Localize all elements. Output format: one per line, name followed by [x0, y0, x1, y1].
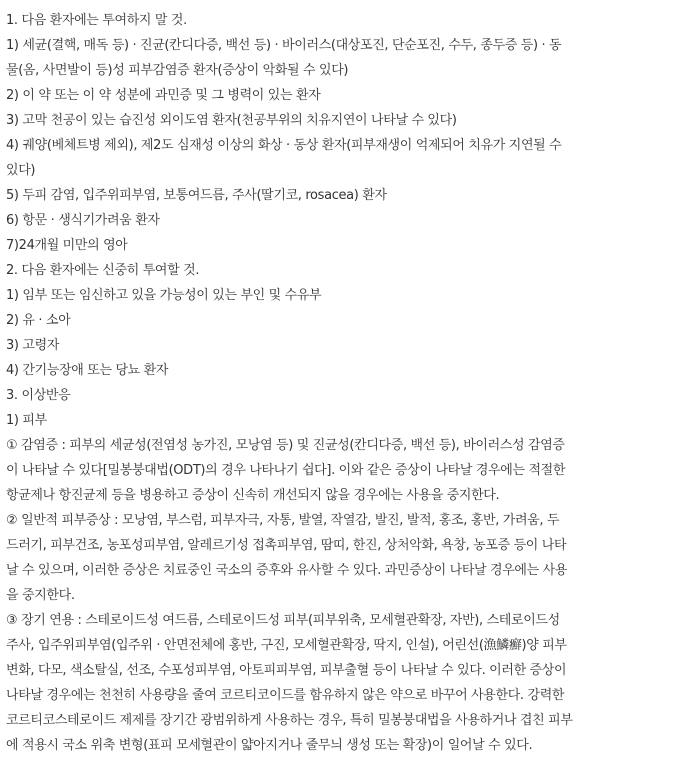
text-line: ② 일반적 피부증상 : 모낭염, 부스럼, 피부자극, 자통, 발열, 작열감, 발진, 발적, 홍조, 홍반, 가려움, 두	[6, 513, 560, 528]
text-line: 5) 두피 감염, 입주위피부염, 보통여드름, 주사(딸기코, rosacea) 환자	[6, 188, 387, 203]
text-line: 2) 이 약 또는 이 약 성분에 과민증 및 그 병력이 있는 환자	[6, 88, 321, 103]
text-line: ③ 장기 연용 : 스테로이드성 여드름, 스테로이드성 피부(피부위축, 모세혈관확장, 자반), 스테로이드성	[6, 613, 560, 628]
text-line: 4) 궤양(베체트병 제외), 제2도 심재성 이상의 화상 · 동상 환자(피부재생이 억제되어 치유가 지연될 수	[6, 138, 562, 153]
text-line: 항균제나 항진균제 등을 병용하고 증상이 신속히 개선되지 않을 경우에는 사용을 중지한다.	[6, 488, 500, 503]
text-line: 4) 간기능장애 또는 당뇨 환자	[6, 363, 169, 378]
text-line: 3) 고막 천공이 있는 습진성 외이도염 환자(천공부위의 치유지연이 나타날 수 있다)	[6, 113, 457, 128]
text-line: 나타날 경우에는 천천히 사용량을 줄여 코르티코이드를 함유하지 않은 약으로 바꾸어 사용한다. 강력한	[6, 688, 565, 703]
subsection-heading-skin: 1) 피부	[6, 413, 47, 428]
text-line: 을 중지한다.	[6, 588, 75, 603]
text-line: 이 나타날 수 있다[밀봉붕대법(ODT)의 경우 나타나기 쉽다]. 이와 같은 증상이 나타날 경우에는 적절한	[6, 463, 566, 478]
text-line: 3) 고령자	[6, 338, 60, 353]
text-line: 주사, 입주위피부염(입주위 · 안면전체에 홍반, 구진, 모세혈관확장, 딱지, 인설), 어린선(漁鱗癬)양 피부	[6, 638, 567, 653]
text-line: 1) 임부 또는 임신하고 있을 가능성이 있는 부인 및 수유부	[6, 288, 322, 303]
text-line: 에 적용시 국소 위축 변형(표피 모세혈관이 얇아지거나 줄무늬 생성 또는 확장)이 일어날 수 있다.	[6, 738, 533, 753]
text-line: 6) 항문 · 생식기가려움 환자	[6, 213, 160, 228]
text-line: 변화, 다모, 색소탈실, 선조, 수포성피부염, 아토피피부염, 피부출혈 등이 나타날 수 있다. 이러한 증상이	[6, 663, 567, 678]
text-line: 드러기, 피부건조, 농포성피부염, 알레르기성 접촉피부염, 땀띠, 한진, 상처악화, 욕창, 농포증 등이 나타	[6, 538, 567, 553]
section-heading-adverse-reactions: 3. 이상반응	[6, 388, 71, 403]
text-line: 코르티코스테로이드 제제를 장기간 광범위하게 사용하는 경우, 특히 밀봉붕대법을 사용하거나 겹친 피부	[6, 713, 573, 728]
section-heading-contraindications: 1. 다음 환자에는 투여하지 말 것.	[6, 13, 187, 28]
text-line: ① 감염증 : 피부의 세균성(전염성 농가진, 모낭염 등) 및 진균성(칸디다증, 백선 등), 바이러스성 감염증	[6, 438, 565, 453]
text-line: 7)24개월 미만의 영아	[6, 238, 128, 253]
section-heading-caution: 2. 다음 환자에는 신중히 투여할 것.	[6, 263, 200, 278]
text-line: 1) 세균(결핵, 매독 등) · 진균(칸디다증, 백선 등) · 바이러스(대상포진, 단순포진, 수두, 종두증 등) · 동	[6, 38, 562, 53]
text-line: 물(옴, 사면발이 등)성 피부감염증 환자(증상이 악화될 수 있다)	[6, 63, 349, 78]
text-line: 2) 유 · 소아	[6, 313, 71, 328]
text-line: 날 수 있으며, 이러한 증상은 치료중인 국소의 증후와 유사할 수 있다. 과민증상이 나타날 경우에는 사용	[6, 563, 568, 578]
text-line: 있다)	[6, 163, 36, 178]
